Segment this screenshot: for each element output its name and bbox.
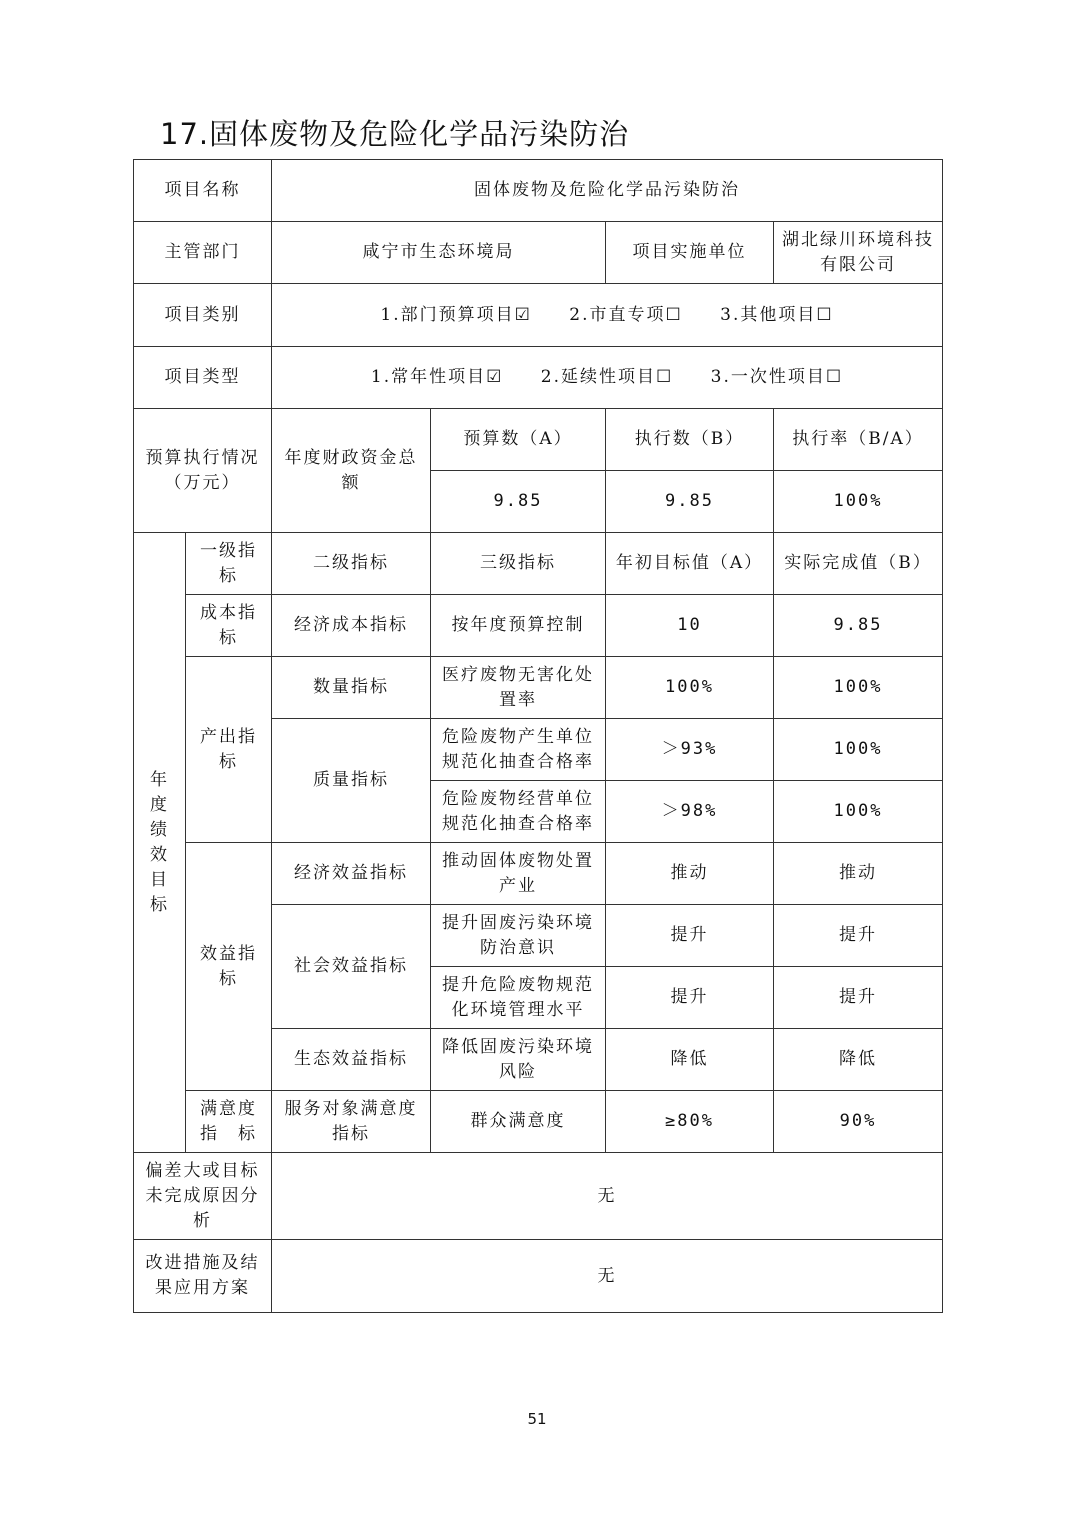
table-row-actual: 100% [774,719,943,781]
level2-eco-benefit: 生态效益指标 [272,1029,431,1091]
table-row-target: 提升 [606,967,774,1029]
type-option-1: 1.常年性项目☑ [370,367,504,387]
page-number: 51 [527,1410,547,1428]
type-options [272,347,943,409]
type-option-2: 2.延续性项目☐ [540,367,674,387]
page-heading: 17.固体废物及危险化学品污染防治 [160,117,630,151]
table-row-target: 10 [606,595,774,657]
budget-value-a: 9.85 [431,471,606,533]
level1-cost: 成本指标 [186,595,272,657]
type-label: 项目类型 [134,347,272,409]
category-option-1: 1.部门预算项目☑ [380,304,532,325]
level2-social-benefit: 社会效益指标 [272,905,431,1029]
impl-unit-value: 湖北绿川环境科技有限公司 [774,222,943,284]
table-row-target: 100% [606,657,774,719]
table-row-target: ＞93% [606,719,774,781]
table-row-actual: 9.85 [774,595,943,657]
level1-output: 产出指标 [186,657,272,843]
table-row-target: 降低 [606,1029,774,1091]
table-row-actual: 100% [774,781,943,843]
budget-col-a: 预算数（A） [431,409,606,471]
level1-benefit: 效益指标 [186,843,272,1091]
dept-value: 咸宁市生态环境局 [272,222,606,284]
table-row-l3: 推动固体废物处置产业 [431,843,606,905]
category-option-2: 2.市直专项☐ [569,304,683,325]
table-row-l3: 提升危险废物规范化环境管理水平 [431,967,606,1029]
performance-table [133,159,943,1313]
budget-label: 预算执行情况（万元） [134,409,272,533]
deviation-value: 无 [272,1153,943,1240]
table-row-actual: 提升 [774,905,943,967]
level2-quantity: 数量指标 [272,657,431,719]
level2-econ-benefit: 经济效益指标 [272,843,431,905]
table-row-actual: 提升 [774,967,943,1029]
table-row-target: 提升 [606,905,774,967]
header-level1: 一级指标 [186,533,272,595]
budget-col-rate: 执行率（B/A） [774,409,943,471]
category-options [272,284,943,347]
table-row-actual: 降低 [774,1029,943,1091]
annual-total-label: 年度财政资金总额 [272,409,431,533]
table-row-l3: 按年度预算控制 [431,595,606,657]
project-name-value: 固体废物及危险化学品污染防治 [272,160,943,222]
dept-label: 主管部门 [134,222,272,284]
table-row-l3: 医疗废物无害化处置率 [431,657,606,719]
level2-econ-cost: 经济成本指标 [272,595,431,657]
table-row-actual: 90% [774,1091,943,1153]
table-row-l3: 降低固废污染环境风险 [431,1029,606,1091]
improvement-value: 无 [272,1240,943,1313]
table-row-actual: 推动 [774,843,943,905]
category-label: 项目类别 [134,284,272,347]
budget-value-rate: 100% [774,471,943,533]
deviation-label: 偏差大或目标未完成原因分析 [134,1153,272,1240]
table-row-target: 推动 [606,843,774,905]
header-level3: 三级指标 [431,533,606,595]
table-row-target: ＞98% [606,781,774,843]
project-name-label: 项目名称 [134,160,272,222]
level2-service: 服务对象满意度指标 [272,1091,431,1153]
header-target: 年初目标值（A） [606,533,774,595]
header-actual: 实际完成值（B） [774,533,943,595]
table-row-actual: 100% [774,657,943,719]
level1-satisfaction: 满意度指 标 [186,1091,272,1153]
table-row-target: ≥80% [606,1091,774,1153]
improvement-label: 改进措施及结果应用方案 [134,1240,272,1313]
table-row-l3: 危险废物经营单位规范化抽查合格率 [431,781,606,843]
table-row-l3: 提升固废污染环境防治意识 [431,905,606,967]
table-row-l3: 危险废物产生单位规范化抽查合格率 [431,719,606,781]
table-row-l3: 群众满意度 [431,1091,606,1153]
perf-section-label: 年度绩效目标 [134,533,186,1153]
type-option-3: 3.一次性项目☐ [710,367,844,387]
level2-quality: 质量指标 [272,719,431,843]
header-level2: 二级指标 [272,533,431,595]
category-option-3: 3.其他项目☐ [720,304,834,325]
impl-unit-label: 项目实施单位 [606,222,774,284]
budget-value-b: 9.85 [606,471,774,533]
budget-col-b: 执行数（B） [606,409,774,471]
